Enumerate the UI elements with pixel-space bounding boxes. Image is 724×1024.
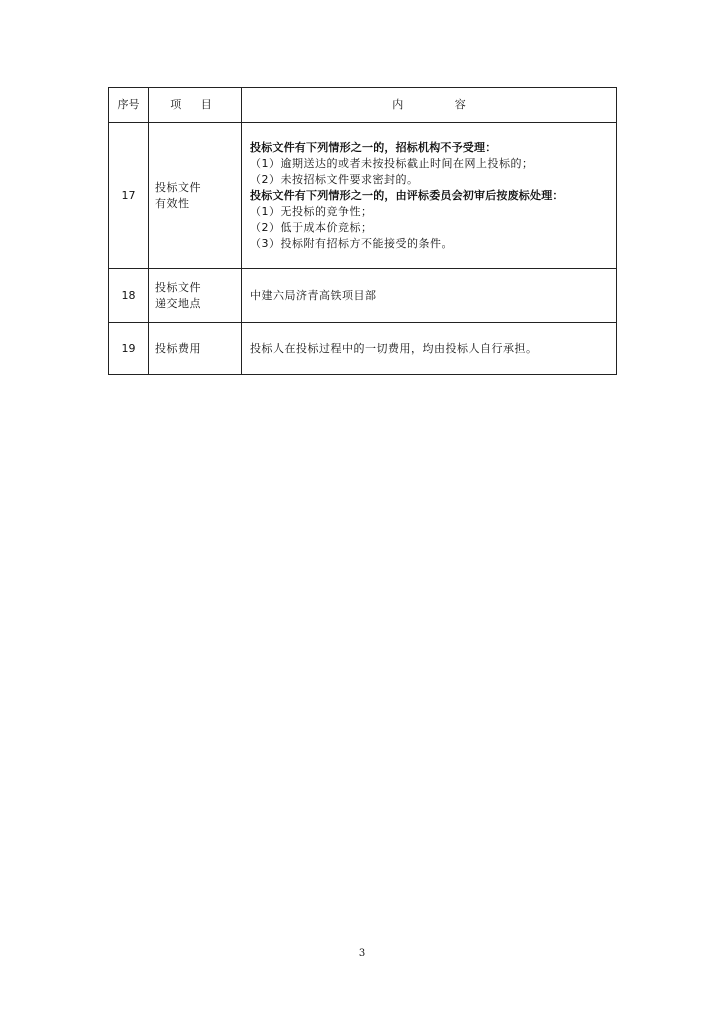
content-heading: 投标文件有下列情形之一的，由评标委员会初审后按废标处理： — [250, 188, 564, 202]
content-line: （1）逾期送达的或者未按投标截止时间在网上投标的； — [250, 156, 534, 170]
content-line: 投标人在投标过程中的一切费用，均由投标人自行承担。 — [250, 341, 538, 355]
row-item-line: 投标文件 — [155, 180, 201, 194]
content-line: （3）投标附有招标方不能接受的条件。 — [250, 236, 453, 250]
content-line: （2）低于成本价竞标； — [250, 220, 373, 234]
table-row — [109, 323, 617, 375]
row-item — [149, 323, 242, 375]
row-number: 19 — [109, 323, 149, 375]
bidding-requirements-table — [108, 87, 617, 375]
row-content — [242, 323, 617, 375]
header-content-label: 内 容 — [392, 98, 490, 111]
page-number: 3 — [358, 948, 366, 959]
table-row — [109, 123, 617, 269]
header-item-label: 项 目 — [170, 98, 220, 111]
row-content — [242, 269, 617, 323]
row-item-line: 有效性 — [155, 196, 190, 210]
content-line: （1）无投标的竞争性； — [250, 204, 373, 218]
row-number: 18 — [109, 269, 149, 323]
row-item — [149, 269, 242, 323]
row-content — [242, 123, 617, 269]
row-item-line: 递交地点 — [155, 296, 201, 310]
table-row — [109, 269, 617, 323]
row-item — [149, 123, 242, 269]
row-number: 17 — [109, 123, 149, 269]
content-line: （2）未按招标文件要求密封的。 — [250, 172, 419, 186]
content-heading: 投标文件有下列情形之一的，招标机构不予受理： — [250, 140, 497, 154]
header-serial-number: 序号 — [109, 88, 149, 123]
row-item-line: 投标费用 — [155, 341, 201, 355]
header-item — [149, 88, 242, 123]
header-content — [242, 88, 617, 123]
row-item-line: 投标文件 — [155, 280, 201, 294]
content-line: 中建六局济青高铁项目部 — [250, 288, 377, 302]
table-header-row — [109, 88, 617, 123]
